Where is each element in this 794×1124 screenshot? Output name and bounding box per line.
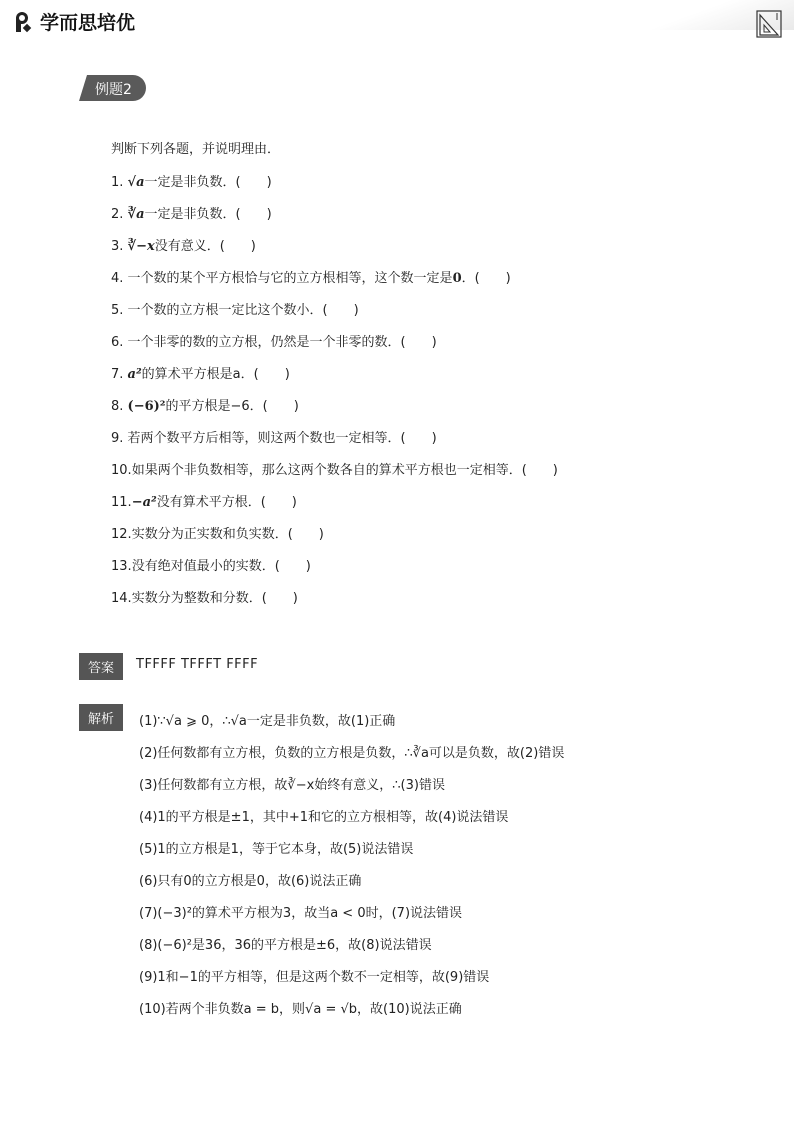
question-text: 没有绝对值最小的实数．( ) xyxy=(131,559,311,574)
question-item xyxy=(111,171,272,190)
question-math: (−6)² xyxy=(127,399,166,414)
question-number: 4. xyxy=(111,271,124,286)
question-item xyxy=(111,459,558,478)
explanation-line: (1)∵√a ⩾ 0，∴√a一定是非负数，故(1)正确 xyxy=(139,714,396,729)
explanation-line: (5)1的立方根是1，等于它本身，故(5)说法错误 xyxy=(139,842,414,857)
question-item xyxy=(111,267,511,286)
xueersi-logo-icon xyxy=(14,10,36,34)
question-text: 一个非零的数的立方根，仍然是一个非零的数．( ) xyxy=(127,335,437,350)
question-item xyxy=(111,427,437,446)
question-text: ．( ) xyxy=(461,271,511,286)
explanation-line: (4)1的平方根是±1，其中+1和它的立方根相等，故(4)说法错误 xyxy=(139,810,509,825)
brand-name: 学而思培优 xyxy=(40,12,136,34)
question-item xyxy=(111,395,299,414)
answer-label: 答案 xyxy=(79,653,123,680)
explanation-line: (8)(−6)²是36，36的平方根是±6，故(8)说法错误 xyxy=(139,938,432,953)
question-item xyxy=(111,363,290,382)
question-item xyxy=(111,555,311,574)
question-text: 实数分为正实数和负实数．( ) xyxy=(131,527,324,542)
question-number: 6. xyxy=(111,335,124,350)
question-item xyxy=(111,331,437,350)
question-text: 实数分为整数和分数．( ) xyxy=(131,591,298,606)
explanation-line: (10)若两个非负数a = b，则√a = √b，故(10)说法正确 xyxy=(139,1002,462,1017)
question-math: a² xyxy=(127,367,142,382)
question-number: 3. xyxy=(111,239,124,254)
question-number: 8. xyxy=(111,399,124,414)
question-number: 10. xyxy=(111,463,132,478)
explanation-line: (3)任何数都有立方根，故∛−x始终有意义，∴(3)错误 xyxy=(139,778,445,793)
question-math: √a xyxy=(127,175,145,190)
question-item xyxy=(111,299,359,318)
question-item xyxy=(111,203,272,222)
question-intro: 判断下列各题，并说明理由． xyxy=(111,142,281,157)
question-text: 如果两个非负数相等，那么这两个数各自的算术平方根也一定相等．( ) xyxy=(131,463,558,478)
question-text: 的平方根是−6．( ) xyxy=(165,399,299,414)
question-number: 14. xyxy=(111,591,132,606)
question-number: 13. xyxy=(111,559,132,574)
question-number: 9. xyxy=(111,431,124,446)
question-text: 没有算术平方根．( ) xyxy=(156,495,297,510)
example-tag xyxy=(79,75,146,101)
question-math: −a² xyxy=(131,495,157,510)
question-number: 11. xyxy=(111,495,132,510)
question-number: 2. xyxy=(111,207,124,222)
question-text: 一定是非负数．( ) xyxy=(144,175,272,190)
question-math: ∛−x xyxy=(127,239,155,254)
question-item xyxy=(111,587,298,606)
question-text: 一个数的某个平方根恰与它的立方根相等，这个数一定是 xyxy=(127,271,453,286)
answer-text: TFFFF TFFFT FFFF xyxy=(136,657,259,672)
question-number: 1. xyxy=(111,175,124,190)
question-text: 一定是非负数．( ) xyxy=(144,207,272,222)
example-tag-label: 例题2 xyxy=(95,82,132,98)
question-text: 一个数的立方根一定比这个数小．( ) xyxy=(127,303,359,318)
question-number: 7. xyxy=(111,367,124,382)
set-square-ruler-icon xyxy=(756,10,782,38)
question-number: 5. xyxy=(111,303,124,318)
explanation-line: (9)1和−1的平方相等，但是这两个数不一定相等，故(9)错误 xyxy=(139,970,490,985)
question-math: 0 xyxy=(452,271,462,286)
question-text: 没有意义．( ) xyxy=(154,239,256,254)
question-item xyxy=(111,491,297,510)
question-item xyxy=(111,235,256,254)
question-math: ∛a xyxy=(127,207,145,222)
explanation-line: (7)(−3)²的算术平方根为3，故当a < 0时，(7)说法错误 xyxy=(139,906,463,921)
brand xyxy=(14,8,135,35)
explanation-line: (6)只有0的立方根是0，故(6)说法正确 xyxy=(139,874,362,889)
question-item xyxy=(111,523,324,542)
question-number: 12. xyxy=(111,527,132,542)
explanation-line: (2)任何数都有立方根，负数的立方根是负数，∴∛a可以是负数，故(2)错误 xyxy=(139,746,565,761)
question-text: 若两个数平方后相等，则这两个数也一定相等．( ) xyxy=(127,431,437,446)
question-text: 的算术平方根是a．( ) xyxy=(141,367,290,382)
explanation-label: 解析 xyxy=(79,704,123,731)
